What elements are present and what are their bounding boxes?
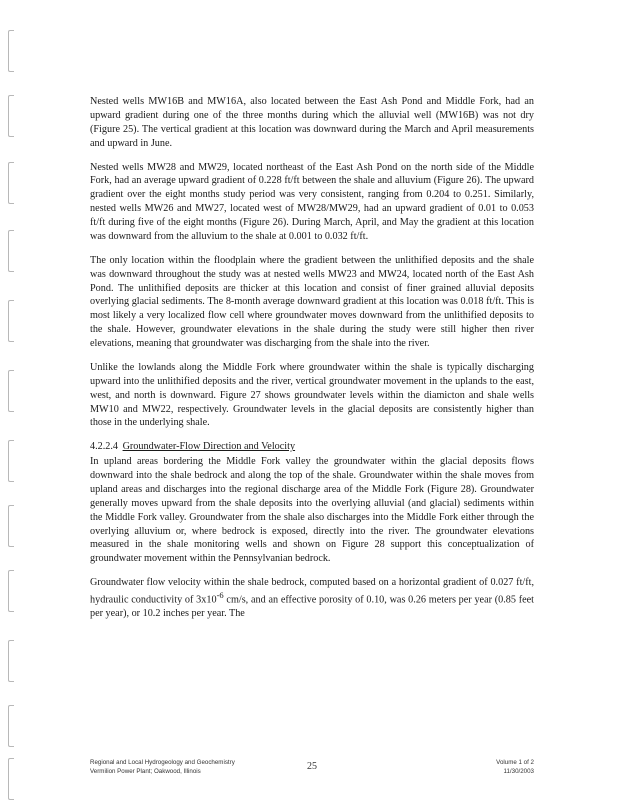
binder-hole-mark [8, 30, 14, 72]
binder-hole-mark [8, 640, 14, 682]
document-body [90, 95, 534, 631]
binder-hole-mark [8, 230, 14, 272]
page-number: 25 [307, 761, 317, 772]
binder-hole-mark [8, 370, 14, 412]
binder-hole-mark [8, 440, 14, 482]
body-paragraph: In upland areas bordering the Middle Fork valley the groundwater within the glacial deposits flows downward into the shale bedrock and along the top of the shale. Groundwater within the shale moves from upland areas and discharges into the regional discharge area of the Middle Fork (Figure 28). Groundwater generally moves upward from the shale deposits into the overlying alluvial (and glacial) sediments within the Middle Fork valley. Groundwater from the shale also discharges into the Middle Fork either through the overlying alluvium or, where bedrock is exposed, directly into the river. The groundwater elevations measured in the shale monitoring wells and shown on Figure 28 support this conceptualization of groundwater movement within the Pennsylvanian bedrock. [90, 456, 534, 565]
footer-location: Vermilion Power Plant; Oakwood, Illinois [90, 768, 201, 776]
binder-hole-mark [8, 705, 14, 747]
velocity-text: Groundwater flow velocity within the shale bedrock, computed based on a horizontal gradient of 0.027 ft/ft, hydraulic conductivity of 3x10 [90, 577, 534, 606]
body-paragraph: Unlike the lowlands along the Middle Fork where groundwater within the shale is typically discharging upward into the unlithified deposits and the river, vertical groundwater movement in the uplands to the east, west, and north is downward. Figure 27 shows groundwater levels within the diamicton and shale wells MW10 and MW22, respectively. Groundwater levels in the glacial deposits are consistently higher than those in the underlying shale. [90, 361, 534, 429]
footer-volume: Volume 1 of 2 [496, 759, 534, 766]
binder-hole-mark [8, 570, 14, 612]
section-heading [90, 440, 534, 454]
binder-hole-mark [8, 162, 14, 204]
velocity-text-continued: cm/s, and an effective porosity of 0.10, was 0.26 meters per year (0.85 feet per year), or 10.2 inches per year. The [90, 594, 534, 620]
velocity-paragraph [90, 576, 534, 621]
body-paragraph: Nested wells MW16B and MW16A, also located between the East Ash Pond and Middle Fork, had an upward gradient during one of the three months during which the alluvial well (MW16B) was not dry (Figure 25). The vertical gradient at this location was downward during the March and April measurements and upward in June. [90, 96, 534, 149]
exponent: -6 [216, 590, 224, 600]
section-title: Groundwater-Flow Direction and Velocity [122, 441, 296, 453]
body-paragraph: Nested wells MW28 and MW29, located northeast of the East Ash Pond on the north side of the Middle Fork, had an average upward gradient of 0.228 ft/ft between the shale and alluvium (Figure 26). The upward gradient over the eight months study period was very consistent, ranging from 0.204 to 0.251. Similarly, nested wells MW26 and MW27, located west of MW28/MW29, had an upward gradient of 0.01 to 0.053 ft/ft during five of the eight months (Figure 26). During March, April, and May the gradient at this location was downward from the alluvium to the shale at 0.001 to 0.032 ft/ft. [90, 161, 534, 242]
binder-hole-mark [8, 505, 14, 547]
footer-report-title: Regional and Local Hydrogeology and Geochemistry [90, 759, 235, 766]
binder-hole-mark [8, 300, 14, 342]
binder-hole-marks [8, 0, 18, 800]
body-paragraph: The only location within the floodplain where the gradient between the unlithified deposits and the shale was downward throughout the study was at nested wells MW23 and MW24, located north of the East Ash Pond. The unlithified deposits are thicker at this location and consist of finer grained alluvial deposits overlying glacial sediments. The 8-month average downward gradient at this location was 0.018 ft/ft. This is most likely a very localized flow cell where groundwater moves downward from the unlithified deposits to the shale. However, groundwater elevations in the shale during the study were still higher then river elevations, meaning that groundwater was discharging from the shale into the river. [90, 254, 534, 349]
footer-date: 11/30/2003 [503, 768, 534, 776]
binder-hole-mark [8, 758, 14, 800]
footer-right [496, 758, 534, 777]
section-number: 4.2.2.4 [90, 441, 119, 453]
binder-hole-mark [8, 95, 14, 137]
